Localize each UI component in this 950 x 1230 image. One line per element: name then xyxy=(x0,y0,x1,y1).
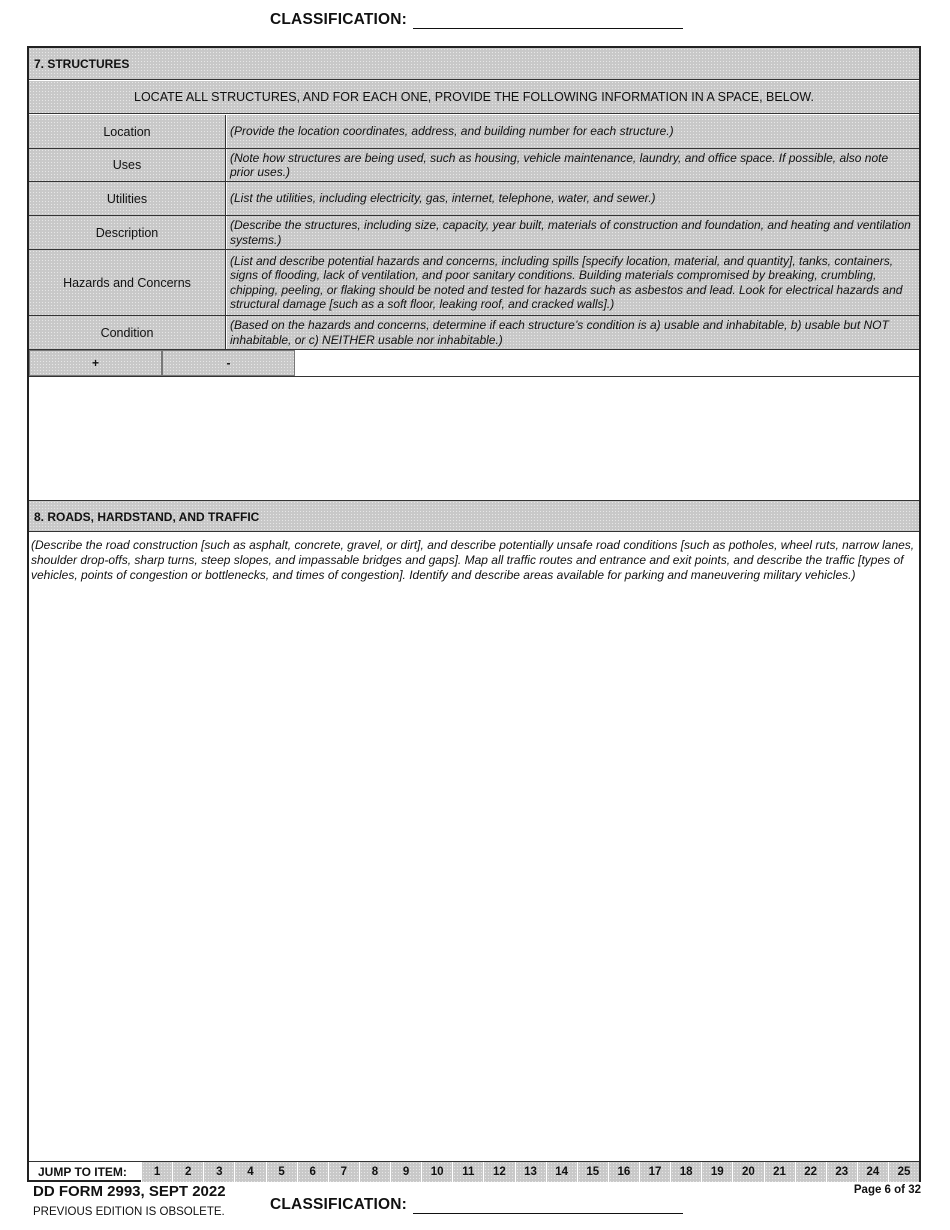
jump-item-12[interactable]: 12 xyxy=(483,1162,514,1182)
jump-item-15[interactable]: 15 xyxy=(577,1162,608,1182)
jump-item-9[interactable]: 9 xyxy=(390,1162,421,1182)
roads-description: (Describe the road construction [such as asphalt, concrete, gravel, or dirt], and describe potentially unsafe road conditions [such as potholes, wheel ruts, narrow lanes, shoulder drop-offs, sharp turns, steep slopes, and impassable bridges and gaps]. Map all traffic routes and entrance and exit points, and describe the traffic [types of vehicles, points of congestion or bottlenecks, and times of congestion]. Identify and describe areas available for parking and maneuvering military vehicles.) xyxy=(31,538,915,582)
jump-items xyxy=(141,1162,919,1182)
row-label: Hazards and Concerns xyxy=(29,250,226,315)
row-label: Location xyxy=(29,115,226,148)
structure-row-hazards xyxy=(29,250,919,316)
row-label: Condition xyxy=(29,316,226,349)
row-description: (Note how structures are being used, such as housing, vehicle maintenance, laundry, and office space. If possible, also note prior uses.) xyxy=(227,149,919,181)
form-id: DD FORM 2993, SEPT 2022 xyxy=(33,1183,226,1200)
jump-item-17[interactable]: 17 xyxy=(639,1162,670,1182)
jump-item-3[interactable]: 3 xyxy=(203,1162,234,1182)
remove-structure-button[interactable]: - xyxy=(162,350,295,376)
classification-label: CLASSIFICATION: xyxy=(270,1196,408,1213)
jump-item-16[interactable]: 16 xyxy=(608,1162,639,1182)
divider xyxy=(29,376,919,377)
jump-item-20[interactable]: 20 xyxy=(732,1162,763,1182)
jump-item-1[interactable]: 1 xyxy=(141,1162,172,1182)
classification-line xyxy=(413,1199,683,1214)
jump-item-24[interactable]: 24 xyxy=(857,1162,888,1182)
jump-item-6[interactable]: 6 xyxy=(297,1162,328,1182)
jump-item-19[interactable]: 19 xyxy=(701,1162,732,1182)
jump-item-22[interactable]: 22 xyxy=(795,1162,826,1182)
jump-item-7[interactable]: 7 xyxy=(328,1162,359,1182)
row-label: Uses xyxy=(29,149,226,181)
jump-item-23[interactable]: 23 xyxy=(826,1162,857,1182)
edition-note: PREVIOUS EDITION IS OBSOLETE. xyxy=(33,1206,225,1218)
jump-item-10[interactable]: 10 xyxy=(421,1162,452,1182)
jump-label: JUMP TO ITEM: xyxy=(38,1165,127,1179)
form-frame xyxy=(27,46,921,1182)
jump-item-21[interactable]: 21 xyxy=(764,1162,795,1182)
structure-row-utilities xyxy=(29,182,919,216)
row-description: (Based on the hazards and concerns, determine if each structure’s condition is a) usable and inhabitable, b) usable but NOT inhabitable, or c) NEITHER usable nor inhabitable.) xyxy=(227,316,919,349)
structure-row-condition xyxy=(29,316,919,350)
page-number: Page 6 of 32 xyxy=(853,1184,921,1196)
jump-item-25[interactable]: 25 xyxy=(888,1162,919,1182)
row-description: (List the utilities, including electricity, gas, internet, telephone, water, and sewer.) xyxy=(227,182,919,215)
jump-item-4[interactable]: 4 xyxy=(234,1162,265,1182)
classification-bottom xyxy=(270,1196,683,1214)
structure-row-location xyxy=(29,115,919,149)
row-description: (Provide the location coordinates, address, and building number for each structure.) xyxy=(227,115,919,148)
structure-row-uses xyxy=(29,149,919,182)
jump-to-item-bar xyxy=(29,1161,919,1182)
row-label: Description xyxy=(29,216,226,249)
jump-item-14[interactable]: 14 xyxy=(546,1162,577,1182)
structures-instruction-text: LOCATE ALL STRUCTURES, AND FOR EACH ONE, PROVIDE THE FOLLOWING INFORMATION IN A SPACE, BELOW. xyxy=(134,90,814,104)
classification-top xyxy=(270,11,683,29)
jump-item-5[interactable]: 5 xyxy=(266,1162,297,1182)
section-7-title: 7. STRUCTURES xyxy=(34,57,130,71)
section-7-header xyxy=(29,48,919,80)
add-structure-button[interactable]: + xyxy=(29,350,162,376)
classification-line xyxy=(413,14,683,29)
jump-item-11[interactable]: 11 xyxy=(452,1162,483,1182)
jump-item-2[interactable]: 2 xyxy=(172,1162,203,1182)
section-8-header xyxy=(29,500,919,532)
jump-item-18[interactable]: 18 xyxy=(670,1162,701,1182)
row-label: Utilities xyxy=(29,182,226,215)
jump-item-8[interactable]: 8 xyxy=(359,1162,390,1182)
row-description: (List and describe potential hazards and concerns, including spills [specify location, material, and quantity], tanks, containers, signs of flooding, lack of ventilation, and poor sanitary conditions. Building materials compromised by breaking, crumbling, chipping, peeling, or flaking should be noted and tested for hazards such as asbestos and lead. Look for electrical hazards and structural damage [such as a soft floor, leaking roof, and cracked walls].) xyxy=(227,250,919,315)
classification-label: CLASSIFICATION: xyxy=(270,11,408,28)
jump-item-13[interactable]: 13 xyxy=(515,1162,546,1182)
structure-row-description xyxy=(29,216,919,250)
row-description: (Describe the structures, including size, capacity, year built, materials of construction and foundation, and heating and ventilation systems.) xyxy=(227,216,919,249)
structures-instruction xyxy=(29,81,919,114)
section-8-title: 8. ROADS, HARDSTAND, AND TRAFFIC xyxy=(34,510,260,524)
